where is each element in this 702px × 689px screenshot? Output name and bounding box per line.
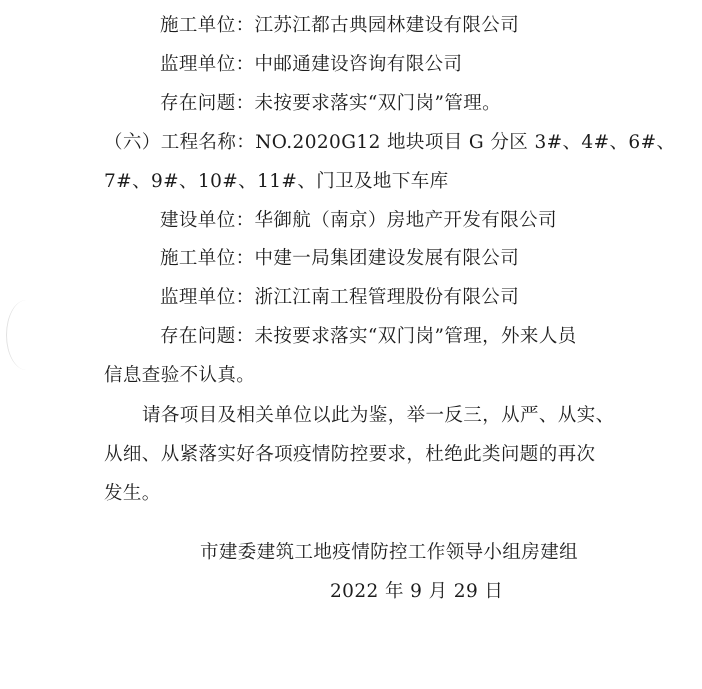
closing-paragraph-line1: 请各项目及相关单位以此为鉴，举一反三，从严、从实、 <box>142 405 615 426</box>
item5-construction-unit: 施工单位：江苏江都古典园林建设有限公司 <box>160 15 520 36</box>
item6-supervision-unit: 监理单位：浙江江南工程管理股份有限公司 <box>160 287 520 308</box>
item6-builder-unit: 建设单位：华御航（南京）房地产开发有限公司 <box>160 210 557 231</box>
item6-problem-line1: 存在问题：未按要求落实“双门岗”管理，外来人员 <box>160 326 577 347</box>
closing-paragraph-line2: 从细、从紧落实好各项疫情防控要求，杜绝此类问题的再次 <box>104 444 596 465</box>
item5-problem: 存在问题：未按要求落实“双门岗”管理。 <box>160 93 502 114</box>
closing-paragraph-line3: 发生。 <box>104 483 161 504</box>
signature-organization: 市建委建筑工地疫情防控工作领导小组房建组 <box>200 542 579 563</box>
signature-date: 2022 年 9 月 29 日 <box>330 581 504 602</box>
item6-project-name-line1: （六）工程名称：NO.2020G12 地块项目 G 分区 3#、4#、6#、 <box>104 132 676 153</box>
scan-artifact <box>6 300 47 370</box>
item6-problem-line2: 信息查验不认真。 <box>104 365 256 386</box>
item5-supervision-unit: 监理单位：中邮通建设咨询有限公司 <box>160 54 463 75</box>
item6-construction-unit: 施工单位：中建一局集团建设发展有限公司 <box>160 248 520 269</box>
item6-project-name-line2: 7#、9#、10#、11#、门卫及地下车库 <box>104 171 449 192</box>
